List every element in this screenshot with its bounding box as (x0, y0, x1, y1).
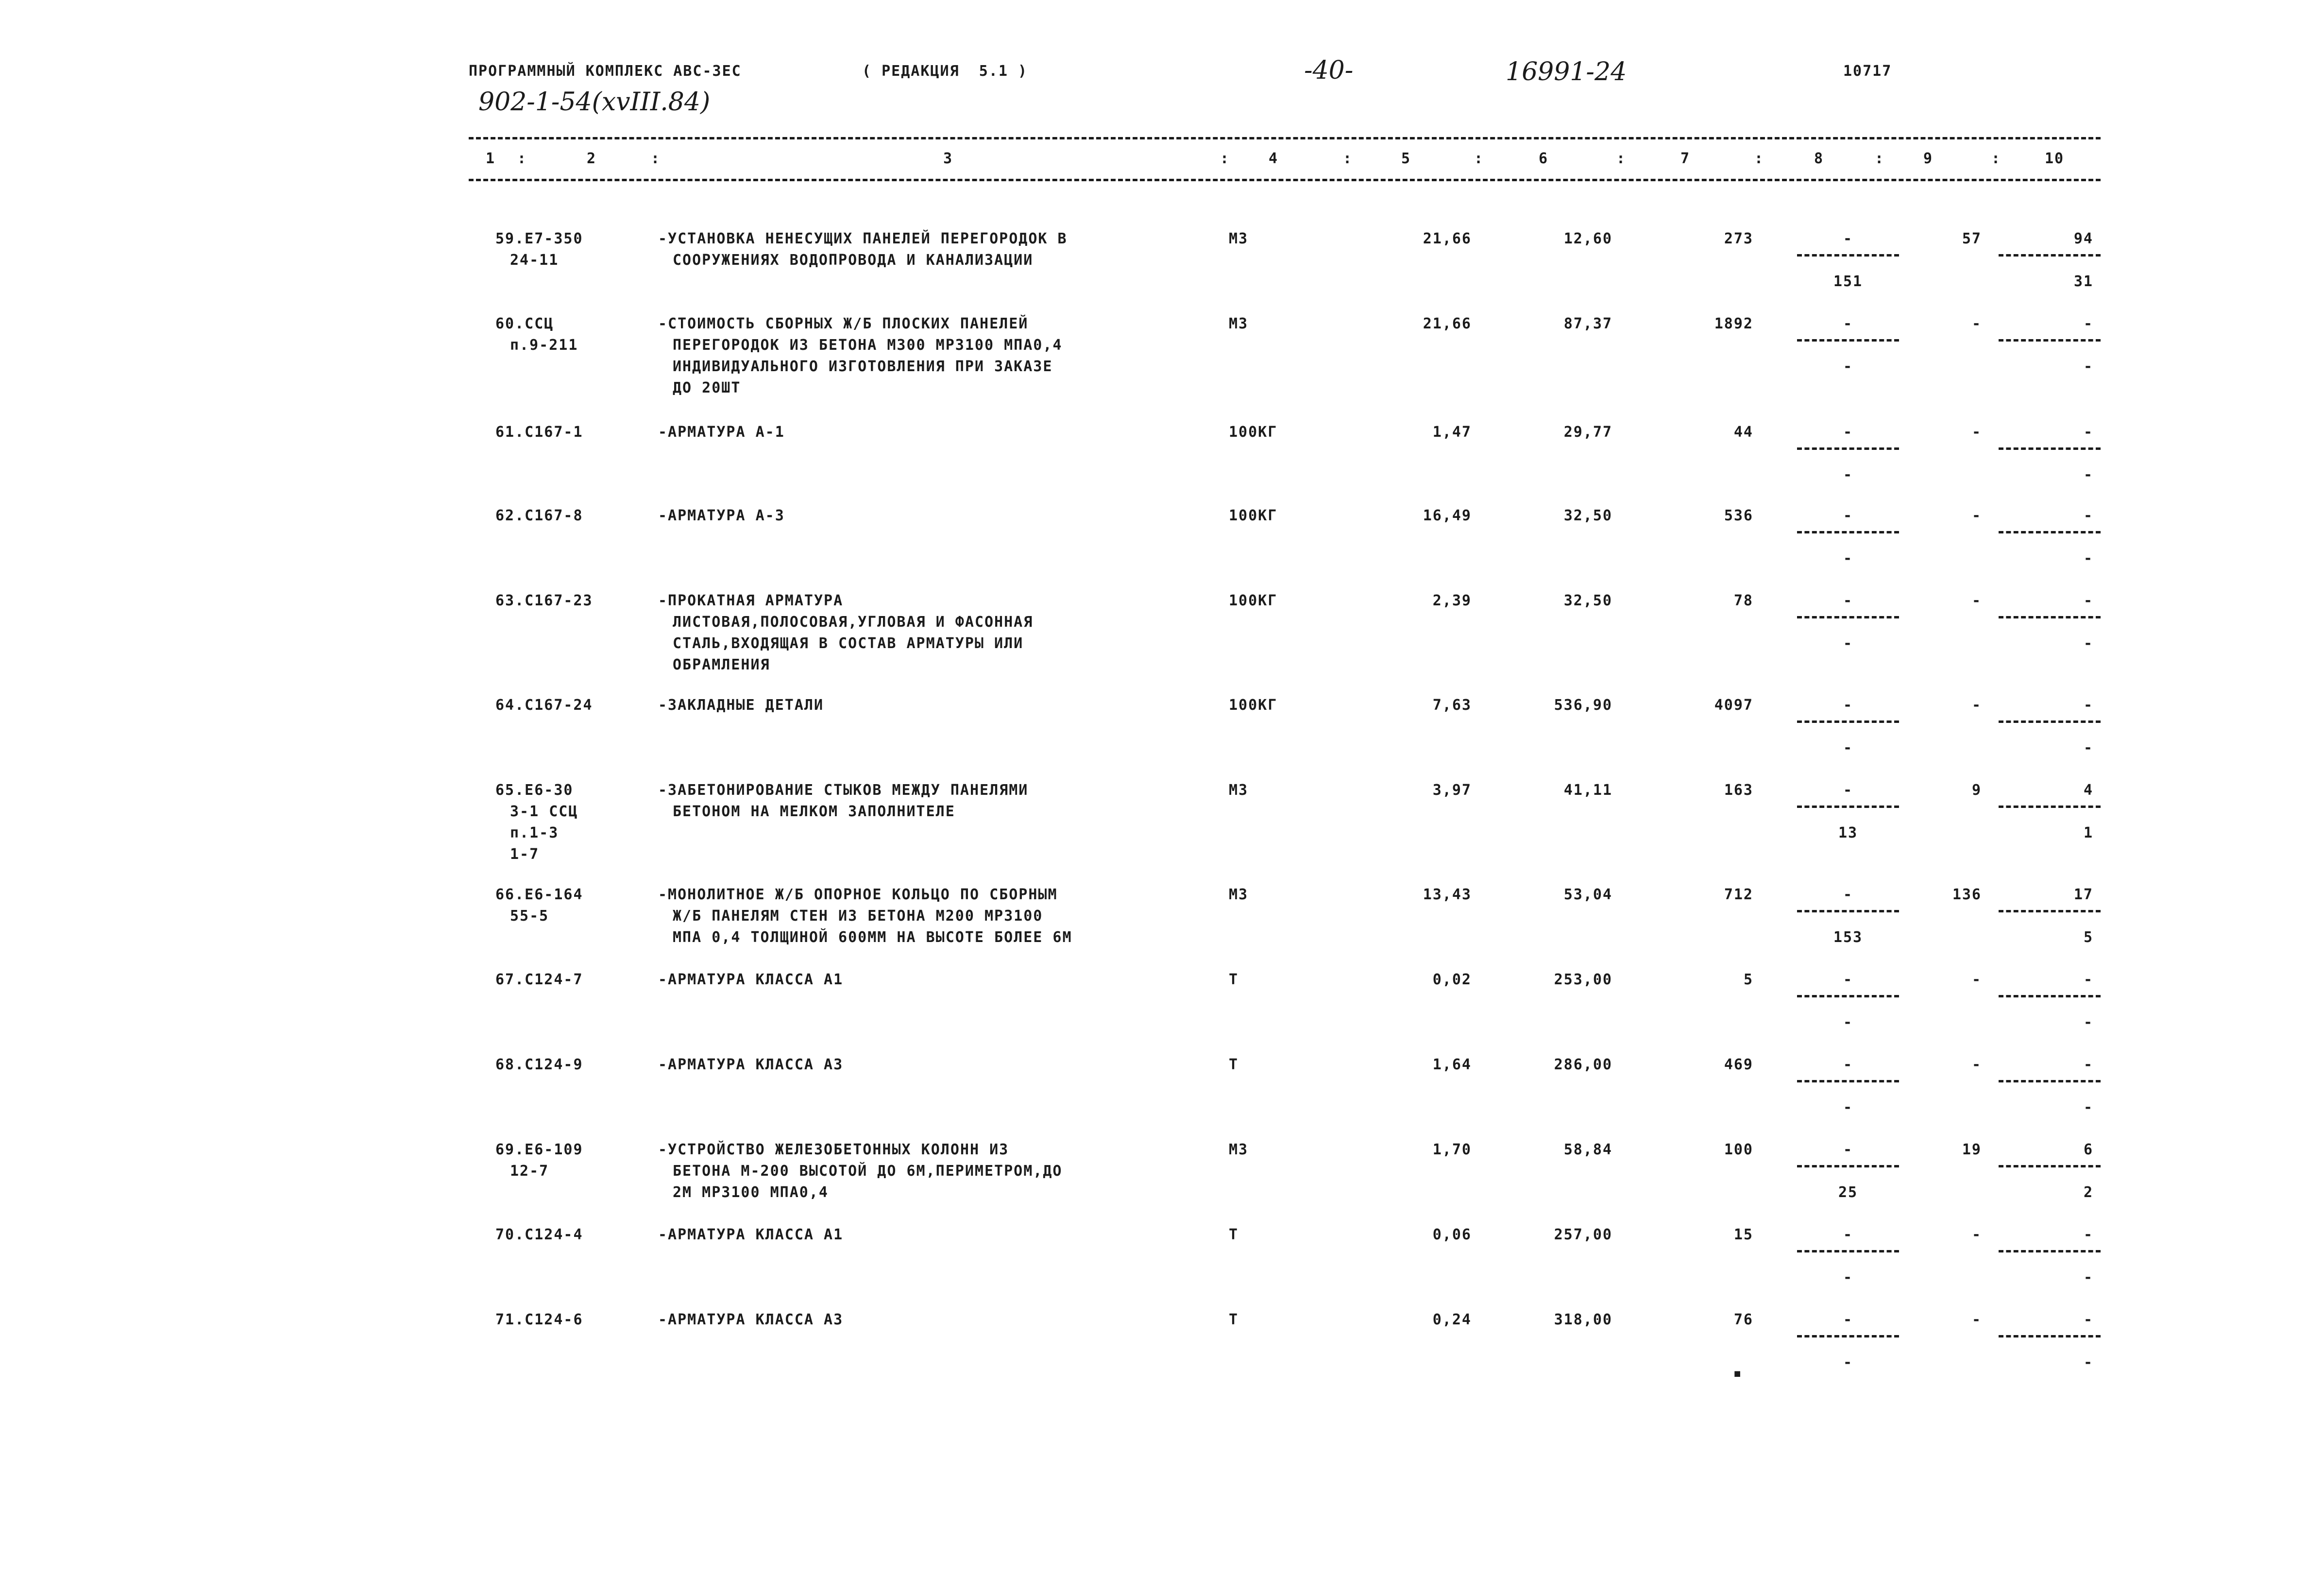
row-col10-divider (1999, 531, 2101, 533)
row-col10-divider (1999, 254, 2101, 257)
row-code: 60.ССЦ (495, 315, 554, 332)
column-header: 4 (1269, 150, 1279, 167)
row-col10-bottom: - (2083, 1269, 2093, 1286)
row-col9: - (1971, 507, 1982, 524)
row-description: БЕТОНА М-200 ВЫСОТОЙ ДО 6М,ПЕРИМЕТРОМ,ДО (673, 1163, 1063, 1180)
column-separator: : (1991, 150, 2002, 167)
row-code: 61.С167-1 (495, 424, 583, 441)
column-header: 6 (1539, 150, 1549, 167)
row-col10-bottom: - (2083, 1099, 2093, 1116)
row-code: 59.Е7-350 (495, 230, 583, 247)
row-col8-bottom: - (1843, 1269, 1853, 1286)
row-quantity: 0,24 (1432, 1311, 1472, 1328)
column-header: 5 (1401, 150, 1411, 167)
row-code: 55-5 (510, 908, 549, 925)
row-col8-divider (1797, 531, 1899, 533)
row-description: МПА 0,4 ТОЛЩИНОЙ 600ММ НА ВЫСОТЕ БОЛЕЕ 6М (673, 929, 1072, 946)
row-quantity: 3,97 (1432, 782, 1472, 799)
row-col8-bottom: - (1843, 1014, 1853, 1031)
row-col8-divider (1797, 1080, 1899, 1082)
column-header: 2 (587, 150, 597, 167)
row-total: 4097 (1714, 697, 1753, 714)
row-description: -МОНОЛИТНОЕ Ж/Б ОПОРНОЕ КОЛЬЦО ПО СБОРНЫМ (658, 886, 1058, 903)
row-col10-bottom: 2 (2083, 1184, 2093, 1201)
row-quantity: 7,63 (1432, 697, 1472, 714)
row-unit: М3 (1229, 230, 1249, 247)
column-header: 7 (1680, 150, 1691, 167)
row-col10-top: - (2083, 1311, 2093, 1328)
project-code: 902-1-54(xvIII.84) (478, 87, 711, 117)
row-col8-divider (1797, 616, 1899, 618)
row-quantity: 2,39 (1432, 592, 1472, 609)
row-description: -АРМАТУРА А-3 (658, 507, 785, 524)
row-code: 3-1 ССЦ (510, 803, 578, 820)
row-code: 62.С167-8 (495, 507, 583, 524)
row-col8-top: - (1843, 971, 1853, 988)
row-description: ОБРАМЛЕНИЯ (673, 656, 770, 673)
row-col8-bottom: - (1843, 358, 1853, 375)
row-col9: - (1971, 1311, 1982, 1328)
row-code: 66.Е6-164 (495, 886, 583, 903)
column-separator: : (1474, 150, 1484, 167)
row-col10-bottom: - (2083, 466, 2093, 483)
row-col8-divider (1797, 447, 1899, 450)
row-col8-bottom: 151 (1833, 273, 1863, 290)
row-col10-top: - (2083, 1226, 2093, 1243)
row-description: -ЗАКЛАДНЫЕ ДЕТАЛИ (658, 697, 824, 714)
row-col8-bottom: - (1843, 635, 1853, 652)
column-header: 10 (2045, 150, 2065, 167)
edition: ( РЕДАКЦИЯ 5.1 ) (862, 63, 1028, 80)
row-unit-price: 29,77 (1563, 424, 1612, 441)
row-unit: 100КГ (1229, 424, 1278, 441)
row-col8-divider (1797, 254, 1899, 257)
row-col8-divider (1797, 339, 1899, 342)
row-col8-bottom: 25 (1838, 1184, 1858, 1201)
row-col10-divider (1999, 806, 2101, 808)
column-separator: : (1754, 150, 1764, 167)
header-bottom-rule (469, 179, 2101, 181)
row-total: 712 (1724, 886, 1753, 903)
row-col8-divider (1797, 1335, 1899, 1337)
row-total: 536 (1724, 507, 1753, 524)
header-top-rule (469, 137, 2101, 139)
row-description: ЛИСТОВАЯ,ПОЛОСОВАЯ,УГЛОВАЯ И ФАСОННАЯ (673, 614, 1034, 631)
column-separator: : (1343, 150, 1353, 167)
column-separator: : (1875, 150, 1885, 167)
row-description: -ПРОКАТНАЯ АРМАТУРА (658, 592, 844, 609)
row-total: 469 (1724, 1056, 1753, 1073)
row-col10-divider (1999, 910, 2101, 912)
column-header: 9 (1923, 150, 1934, 167)
row-code: 63.С167-23 (495, 592, 593, 609)
row-quantity: 21,66 (1423, 315, 1472, 332)
row-description: -УСТРОЙСТВО ЖЕЛЕЗОБЕТОННЫХ КОЛОНН ИЗ (658, 1141, 1009, 1158)
column-separator: : (517, 150, 527, 167)
row-code: 70.С124-4 (495, 1226, 583, 1243)
row-col10-bottom: 5 (2083, 929, 2093, 946)
row-description: -АРМАТУРА КЛАССА А1 (658, 1226, 844, 1243)
program-name: ПРОГРАММНЫЙ КОМПЛЕКС АВС-3ЕС (469, 63, 742, 80)
row-quantity: 1,47 (1432, 424, 1472, 441)
row-col10-top: - (2083, 507, 2093, 524)
row-code: 71.С124-6 (495, 1311, 583, 1328)
row-code: 12-7 (510, 1163, 549, 1180)
row-col10-divider (1999, 1165, 2101, 1167)
row-col8-divider (1797, 995, 1899, 997)
row-code: 68.С124-9 (495, 1056, 583, 1073)
row-col8-top: - (1843, 1141, 1853, 1158)
row-description: -АРМАТУРА А-1 (658, 424, 785, 441)
row-total: 163 (1724, 782, 1753, 799)
row-col10-bottom: - (2083, 635, 2093, 652)
row-col8-top: - (1843, 1056, 1853, 1073)
row-col10-bottom: - (2083, 739, 2093, 756)
row-description: СООРУЖЕНИЯХ ВОДОПРОВОДА И КАНАЛИЗАЦИИ (673, 252, 1034, 269)
row-col9: - (1971, 592, 1982, 609)
row-col10-bottom: - (2083, 358, 2093, 375)
row-unit: М3 (1229, 886, 1249, 903)
row-col9: - (1971, 697, 1982, 714)
row-unit-price: 53,04 (1563, 886, 1612, 903)
row-unit: Т (1229, 1056, 1239, 1073)
row-col9: - (1971, 424, 1982, 441)
row-code: п.1-3 (510, 824, 559, 841)
row-col10-divider (1999, 616, 2101, 618)
row-code: 64.С167-24 (495, 697, 593, 714)
row-col8-bottom: - (1843, 1099, 1853, 1116)
row-unit-price: 32,50 (1563, 592, 1612, 609)
row-col8-top: - (1843, 315, 1853, 332)
row-code: 65.Е6-30 (495, 782, 574, 799)
page-number: -40- (1304, 56, 1354, 85)
row-col10-top: - (2083, 424, 2093, 441)
row-col8-top: - (1843, 782, 1853, 799)
row-col8-divider (1797, 1250, 1899, 1252)
row-col9: - (1971, 315, 1982, 332)
row-col10-divider (1999, 447, 2101, 450)
row-col8-bottom: - (1843, 1354, 1853, 1371)
row-col10-divider (1999, 1080, 2101, 1082)
row-quantity: 21,66 (1423, 230, 1472, 247)
column-separator: : (1616, 150, 1627, 167)
row-unit: М3 (1229, 315, 1249, 332)
stray-mark: ▪ (1733, 1365, 1743, 1382)
column-separator: : (1220, 150, 1230, 167)
row-col10-bottom: - (2083, 550, 2093, 567)
row-description: Ж/Б ПАНЕЛЯМ СТЕН ИЗ БЕТОНА М200 МРЗ100 (673, 908, 1043, 925)
row-unit-price: 12,60 (1563, 230, 1612, 247)
row-total: 273 (1724, 230, 1753, 247)
row-col10-divider (1999, 1335, 2101, 1337)
column-header: 3 (943, 150, 953, 167)
row-quantity: 1,70 (1432, 1141, 1472, 1158)
row-col10-bottom: 1 (2083, 824, 2093, 841)
row-quantity: 16,49 (1423, 507, 1472, 524)
row-total: 76 (1733, 1311, 1753, 1328)
row-col10-bottom: - (2083, 1014, 2093, 1031)
row-col9: 9 (1971, 782, 1982, 799)
row-unit-price: 286,00 (1554, 1056, 1612, 1073)
row-col8-top: - (1843, 592, 1853, 609)
row-col8-divider (1797, 910, 1899, 912)
row-col10-top: - (2083, 315, 2093, 332)
row-description: ИНДИВИДУАЛЬНОГО ИЗГОТОВЛЕНИЯ ПРИ ЗАКАЗЕ (673, 358, 1053, 375)
row-unit-price: 87,37 (1563, 315, 1612, 332)
row-unit-price: 253,00 (1554, 971, 1612, 988)
row-col8-top: - (1843, 507, 1853, 524)
row-code: 24-11 (510, 252, 559, 269)
row-description: -УСТАНОВКА НЕНЕСУЩИХ ПАНЕЛЕЙ ПЕРЕГОРОДОК В (658, 230, 1068, 247)
row-unit-price: 318,00 (1554, 1311, 1612, 1328)
row-total: 15 (1733, 1226, 1753, 1243)
row-col10-top: 6 (2083, 1141, 2093, 1158)
row-col10-top: - (2083, 1056, 2093, 1073)
row-unit: Т (1229, 1226, 1239, 1243)
row-col10-bottom: - (2083, 1354, 2093, 1371)
row-unit: 100КГ (1229, 507, 1278, 524)
column-separator: : (651, 150, 661, 167)
row-col8-bottom: - (1843, 739, 1853, 756)
row-code: 67.С124-7 (495, 971, 583, 988)
row-col9: - (1971, 1226, 1982, 1243)
row-col10-divider (1999, 1250, 2101, 1252)
row-unit: 100КГ (1229, 697, 1278, 714)
row-col10-divider (1999, 720, 2101, 723)
row-unit: Т (1229, 1311, 1239, 1328)
row-col9: 57 (1962, 230, 1982, 247)
row-quantity: 0,06 (1432, 1226, 1472, 1243)
row-col8-bottom: 13 (1838, 824, 1858, 841)
row-unit-price: 58,84 (1563, 1141, 1612, 1158)
row-col10-top: 17 (2073, 886, 2093, 903)
row-col8-bottom: 153 (1833, 929, 1863, 946)
row-col9: - (1971, 971, 1982, 988)
row-col8-top: - (1843, 424, 1853, 441)
row-col8-top: - (1843, 1226, 1853, 1243)
row-col8-divider (1797, 806, 1899, 808)
document-code: 16991-24 (1506, 57, 1627, 86)
row-total: 44 (1733, 424, 1753, 441)
row-total: 5 (1743, 971, 1753, 988)
row-quantity: 1,64 (1432, 1056, 1472, 1073)
row-description: 2М МРЗ100 МПА0,4 (673, 1184, 829, 1201)
column-header: 8 (1814, 150, 1824, 167)
row-col8-top: - (1843, 1311, 1853, 1328)
row-col10-divider (1999, 339, 2101, 342)
row-total: 1892 (1714, 315, 1753, 332)
row-col8-bottom: - (1843, 550, 1853, 567)
row-description: -АРМАТУРА КЛАССА А1 (658, 971, 844, 988)
row-code: 1-7 (510, 846, 540, 863)
row-quantity: 0,02 (1432, 971, 1472, 988)
row-description: -АРМАТУРА КЛАССА А3 (658, 1311, 844, 1328)
row-col9: 136 (1952, 886, 1982, 903)
row-col8-top: - (1843, 230, 1853, 247)
row-quantity: 13,43 (1423, 886, 1472, 903)
row-code: 69.Е6-109 (495, 1141, 583, 1158)
column-header: 1 (486, 150, 496, 167)
row-col9: 19 (1962, 1141, 1982, 1158)
row-description: БЕТОНОМ НА МЕЛКОМ ЗАПОЛНИТЕЛЕ (673, 803, 955, 820)
row-col10-bottom: 31 (2073, 273, 2093, 290)
row-col8-divider (1797, 1165, 1899, 1167)
row-unit: М3 (1229, 1141, 1249, 1158)
row-unit: М3 (1229, 782, 1249, 799)
row-col8-top: - (1843, 886, 1853, 903)
row-col10-top: 94 (2073, 230, 2093, 247)
row-code: п.9-211 (510, 337, 578, 354)
row-unit: 100КГ (1229, 592, 1278, 609)
row-unit-price: 257,00 (1554, 1226, 1612, 1243)
row-col8-top: - (1843, 697, 1853, 714)
row-col9: - (1971, 1056, 1982, 1073)
sheet-code: 10717 (1843, 63, 1892, 80)
row-unit: Т (1229, 971, 1239, 988)
row-description: -СТОИМОСТЬ СБОРНЫХ Ж/Б ПЛОСКИХ ПАНЕЛЕЙ (658, 315, 1029, 332)
row-total: 78 (1733, 592, 1753, 609)
row-col10-top: - (2083, 697, 2093, 714)
row-description: -АРМАТУРА КЛАССА А3 (658, 1056, 844, 1073)
row-unit-price: 536,90 (1554, 697, 1612, 714)
row-description: -ЗАБЕТОНИРОВАНИЕ СТЫКОВ МЕЖДУ ПАНЕЛЯМИ (658, 782, 1029, 799)
row-col8-bottom: - (1843, 466, 1853, 483)
row-unit-price: 32,50 (1563, 507, 1612, 524)
row-col10-divider (1999, 995, 2101, 997)
row-total: 100 (1724, 1141, 1753, 1158)
row-unit-price: 41,11 (1563, 782, 1612, 799)
row-description: ДО 20ШТ (673, 379, 741, 396)
row-col10-top: - (2083, 592, 2093, 609)
row-description: ПЕРЕГОРОДОК ИЗ БЕТОНА М300 МРЗ100 МПА0,4 (673, 337, 1063, 354)
row-col10-top: - (2083, 971, 2093, 988)
row-col10-top: 4 (2083, 782, 2093, 799)
row-description: СТАЛЬ,ВХОДЯЩАЯ В СОСТАВ АРМАТУРЫ ИЛИ (673, 635, 1024, 652)
row-col8-divider (1797, 720, 1899, 723)
